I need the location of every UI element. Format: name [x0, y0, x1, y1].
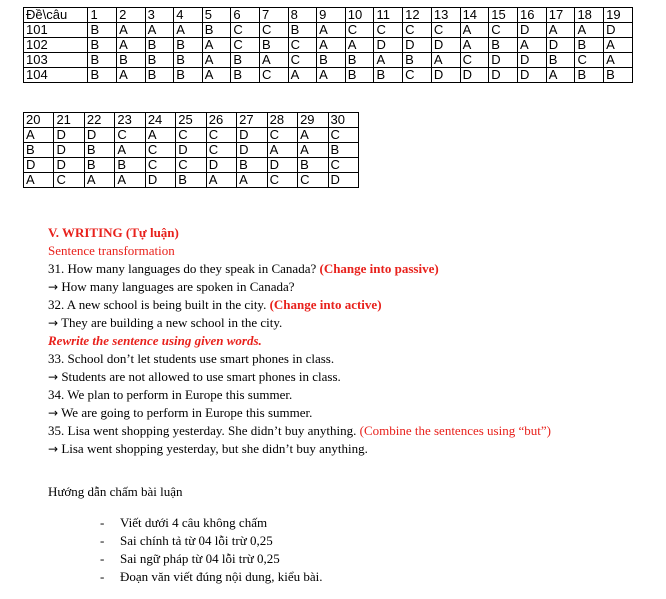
- table-row: [24, 158, 359, 173]
- table-cell: A: [298, 143, 328, 158]
- answer-31-text: How many languages are spoken in Canada?: [58, 279, 295, 294]
- table-row: [24, 128, 359, 143]
- grading-guide-item: [100, 550, 323, 568]
- table-cell: C: [460, 53, 489, 68]
- table-cell: 8: [288, 8, 317, 23]
- table-cell: 11: [374, 8, 403, 23]
- table-cell: D: [328, 173, 358, 188]
- table-cell: C: [345, 23, 374, 38]
- table-row: [24, 23, 633, 38]
- table-cell: A: [317, 23, 346, 38]
- answer-35: [48, 440, 551, 458]
- table-cell: B: [298, 158, 328, 173]
- table-cell: 5: [202, 8, 231, 23]
- table-cell: B: [546, 53, 575, 68]
- table-cell: B: [345, 53, 374, 68]
- table-cell: A: [604, 53, 633, 68]
- question-34: 34. We plan to perform in Europe this summer.: [48, 387, 293, 402]
- table-cell: D: [518, 53, 547, 68]
- table-cell: D: [460, 68, 489, 83]
- table-cell: D: [145, 173, 175, 188]
- table-cell: A: [117, 38, 146, 53]
- table-cell: D: [54, 128, 84, 143]
- table-cell: D: [267, 158, 297, 173]
- answer-key-table-2: [23, 112, 359, 188]
- table-cell: C: [288, 38, 317, 53]
- table-cell: B: [174, 68, 203, 83]
- table-cell: C: [115, 128, 145, 143]
- question-35-instruction: (Combine the sentences using “but”): [359, 423, 551, 438]
- table-cell: A: [317, 68, 346, 83]
- list-dash: -: [100, 533, 105, 548]
- table-cell: 3: [145, 8, 174, 23]
- table-cell: B: [317, 53, 346, 68]
- table-cell: 102: [24, 38, 88, 53]
- table-cell: 10: [345, 8, 374, 23]
- table-cell: D: [518, 23, 547, 38]
- table-cell: A: [288, 68, 317, 83]
- grading-guide-item-text: Viết dưới 4 câu không chấm: [120, 515, 268, 530]
- table-cell: C: [176, 128, 206, 143]
- table-cell: 7: [259, 8, 288, 23]
- table-cell: C: [374, 23, 403, 38]
- table-cell: C: [489, 23, 518, 38]
- table-cell: C: [403, 23, 432, 38]
- table-cell: B: [174, 38, 203, 53]
- table-cell: 6: [231, 8, 260, 23]
- table-cell: B: [145, 53, 174, 68]
- answer-34: [48, 404, 551, 422]
- table-cell: B: [84, 143, 114, 158]
- table-cell: C: [575, 53, 604, 68]
- table-cell: C: [54, 173, 84, 188]
- table-cell: A: [546, 23, 575, 38]
- table-cell: D: [54, 143, 84, 158]
- table-cell: 14: [460, 8, 489, 23]
- table-cell: A: [460, 38, 489, 53]
- table-cell: B: [115, 158, 145, 173]
- table-cell: 30: [328, 113, 358, 128]
- table-cell: D: [489, 68, 518, 83]
- table-cell: D: [237, 143, 267, 158]
- table-cell: A: [460, 23, 489, 38]
- table-cell: A: [117, 23, 146, 38]
- table-cell: A: [259, 53, 288, 68]
- table-cell: A: [431, 53, 460, 68]
- list-dash: -: [100, 515, 105, 530]
- table-cell: C: [298, 173, 328, 188]
- question-33: 33. School don’t let students use smart phones in class.: [48, 351, 335, 366]
- table-cell: B: [259, 38, 288, 53]
- table-cell: C: [206, 128, 236, 143]
- answer-35-text: Lisa went shopping yesterday, but she didn’t buy anything.: [58, 441, 368, 456]
- list-dash: -: [100, 551, 105, 566]
- table-cell: 17: [546, 8, 575, 23]
- table-cell: D: [176, 143, 206, 158]
- table-cell: D: [237, 128, 267, 143]
- table-cell: 16: [518, 8, 547, 23]
- table-cell: B: [345, 68, 374, 83]
- table-cell: C: [328, 158, 358, 173]
- table-cell: A: [174, 23, 203, 38]
- table-cell: C: [288, 53, 317, 68]
- table-cell: B: [117, 53, 146, 68]
- table-cell: 1: [88, 8, 117, 23]
- table-cell: 15: [489, 8, 518, 23]
- table-cell: D: [374, 38, 403, 53]
- table-cell: D: [431, 38, 460, 53]
- answer-key-table-1: [23, 7, 633, 83]
- grading-guide-item-text: Sai chính tả từ 04 lỗi trừ 0,25: [120, 533, 273, 548]
- table-cell: A: [267, 143, 297, 158]
- table-cell: A: [24, 128, 54, 143]
- table-cell: C: [403, 68, 432, 83]
- table-cell: C: [267, 128, 297, 143]
- table-row: [24, 38, 633, 53]
- table-cell: B: [237, 158, 267, 173]
- table-cell: 13: [431, 8, 460, 23]
- table-cell: D: [403, 38, 432, 53]
- table-cell: A: [317, 38, 346, 53]
- table-cell: B: [88, 38, 117, 53]
- table-cell: B: [489, 38, 518, 53]
- grading-guide-item: [100, 532, 323, 550]
- table-cell: A: [84, 173, 114, 188]
- table-cell: D: [206, 158, 236, 173]
- table-cell: C: [145, 143, 175, 158]
- table-cell: B: [145, 68, 174, 83]
- section-heading: V. WRITING (Tự luận): [48, 225, 179, 240]
- list-dash: -: [100, 569, 105, 584]
- table-cell: C: [259, 68, 288, 83]
- table-cell: A: [546, 68, 575, 83]
- table-cell: 25: [176, 113, 206, 128]
- table-cell: A: [374, 53, 403, 68]
- subheading-rewrite: Rewrite the sentence using given words.: [48, 333, 262, 348]
- answer-32: [48, 314, 551, 332]
- subheading-sentence-transformation: Sentence transformation: [48, 243, 175, 258]
- table-cell: A: [206, 173, 236, 188]
- answer-34-text: We are going to perform in Europe this summer.: [58, 405, 313, 420]
- answer-33-text: Students are not allowed to use smart phones in class.: [58, 369, 341, 384]
- arrow-icon: →: [48, 370, 59, 384]
- table-cell: A: [117, 68, 146, 83]
- table-cell: B: [145, 38, 174, 53]
- table-cell: B: [288, 23, 317, 38]
- table-cell: B: [604, 68, 633, 83]
- table-cell: 23: [115, 113, 145, 128]
- table-cell: A: [145, 128, 175, 143]
- table-cell: A: [145, 23, 174, 38]
- table-cell: B: [202, 23, 231, 38]
- table-cell: 9: [317, 8, 346, 23]
- table-cell: A: [202, 68, 231, 83]
- arrow-icon: →: [48, 316, 59, 330]
- table-cell: D: [24, 158, 54, 173]
- table-cell: 26: [206, 113, 236, 128]
- table-cell: 2: [117, 8, 146, 23]
- table-cell: B: [575, 38, 604, 53]
- table-cell: B: [88, 68, 117, 83]
- table-cell: B: [174, 53, 203, 68]
- table-cell: A: [345, 38, 374, 53]
- question-31-text: 31. How many languages do they speak in Canada?: [48, 261, 320, 276]
- table-cell: B: [231, 68, 260, 83]
- grading-guide-item: [100, 514, 323, 532]
- question-31: [48, 260, 551, 278]
- table-cell: B: [84, 158, 114, 173]
- table-cell: B: [176, 173, 206, 188]
- answer-31: [48, 278, 551, 296]
- table-cell: B: [231, 53, 260, 68]
- question-32-text: 32. A new school is being built in the city.: [48, 297, 270, 312]
- table-row: [24, 143, 359, 158]
- table-cell: A: [202, 38, 231, 53]
- question-31-instruction: (Change into passive): [319, 261, 439, 276]
- table-cell: 29: [298, 113, 328, 128]
- table-cell: 104: [24, 68, 88, 83]
- table-cell: C: [231, 38, 260, 53]
- table-cell: A: [115, 173, 145, 188]
- arrow-icon: →: [48, 406, 59, 420]
- table-cell: C: [231, 23, 260, 38]
- table-cell: 28: [267, 113, 297, 128]
- table-cell: D: [546, 38, 575, 53]
- table-cell: C: [431, 23, 460, 38]
- table-row: [24, 53, 633, 68]
- table-cell: 27: [237, 113, 267, 128]
- table-cell: A: [24, 173, 54, 188]
- table-cell: A: [202, 53, 231, 68]
- grading-guide-item-text: Sai ngữ pháp từ 04 lỗi trừ 0,25: [120, 551, 280, 566]
- grading-guide-list: [100, 514, 323, 586]
- table-cell: 21: [54, 113, 84, 128]
- grading-guide-item: [100, 568, 323, 586]
- table-cell: 20: [24, 113, 54, 128]
- table-cell: A: [237, 173, 267, 188]
- table-cell: B: [575, 68, 604, 83]
- table-cell: A: [518, 38, 547, 53]
- table-cell: 12: [403, 8, 432, 23]
- table-cell: 101: [24, 23, 88, 38]
- table-cell: 103: [24, 53, 88, 68]
- table-cell: D: [54, 158, 84, 173]
- answer-32-text: They are building a new school in the city.: [58, 315, 283, 330]
- table-cell: D: [84, 128, 114, 143]
- grading-guide-title: Hướng dẫn chấm bài luận: [48, 484, 183, 499]
- table-cell: B: [374, 68, 403, 83]
- table-cell: C: [206, 143, 236, 158]
- table-cell: A: [298, 128, 328, 143]
- table-cell: B: [88, 23, 117, 38]
- answer-33: [48, 368, 551, 386]
- table-cell: B: [24, 143, 54, 158]
- table-cell: 18: [575, 8, 604, 23]
- table-cell: D: [431, 68, 460, 83]
- question-35-text: 35. Lisa went shopping yesterday. She didn’t buy anything.: [48, 423, 360, 438]
- question-32-instruction: (Change into active): [269, 297, 382, 312]
- arrow-icon: →: [48, 442, 59, 456]
- table-cell: C: [176, 158, 206, 173]
- table-cell: 19: [604, 8, 633, 23]
- table-cell: A: [115, 143, 145, 158]
- table-cell: Đề\câu: [24, 8, 88, 23]
- question-35: [48, 422, 551, 440]
- table-header-row: [24, 113, 359, 128]
- table-row: [24, 68, 633, 83]
- table-cell: C: [259, 23, 288, 38]
- table-cell: 4: [174, 8, 203, 23]
- table-cell: D: [604, 23, 633, 38]
- table-cell: 22: [84, 113, 114, 128]
- table-cell: B: [403, 53, 432, 68]
- table-cell: 24: [145, 113, 175, 128]
- table-cell: A: [575, 23, 604, 38]
- table-header-row: [24, 8, 633, 23]
- table-cell: B: [88, 53, 117, 68]
- table-cell: D: [489, 53, 518, 68]
- grading-guide-item-text: Đoạn văn viết đúng nội dung, kiểu bài.: [120, 569, 323, 584]
- table-cell: B: [328, 143, 358, 158]
- question-32: [48, 296, 551, 314]
- table-cell: C: [145, 158, 175, 173]
- table-cell: C: [267, 173, 297, 188]
- table-cell: D: [518, 68, 547, 83]
- table-cell: A: [604, 38, 633, 53]
- table-cell: C: [328, 128, 358, 143]
- writing-section: [48, 224, 551, 458]
- arrow-icon: →: [48, 280, 59, 294]
- table-row: [24, 173, 359, 188]
